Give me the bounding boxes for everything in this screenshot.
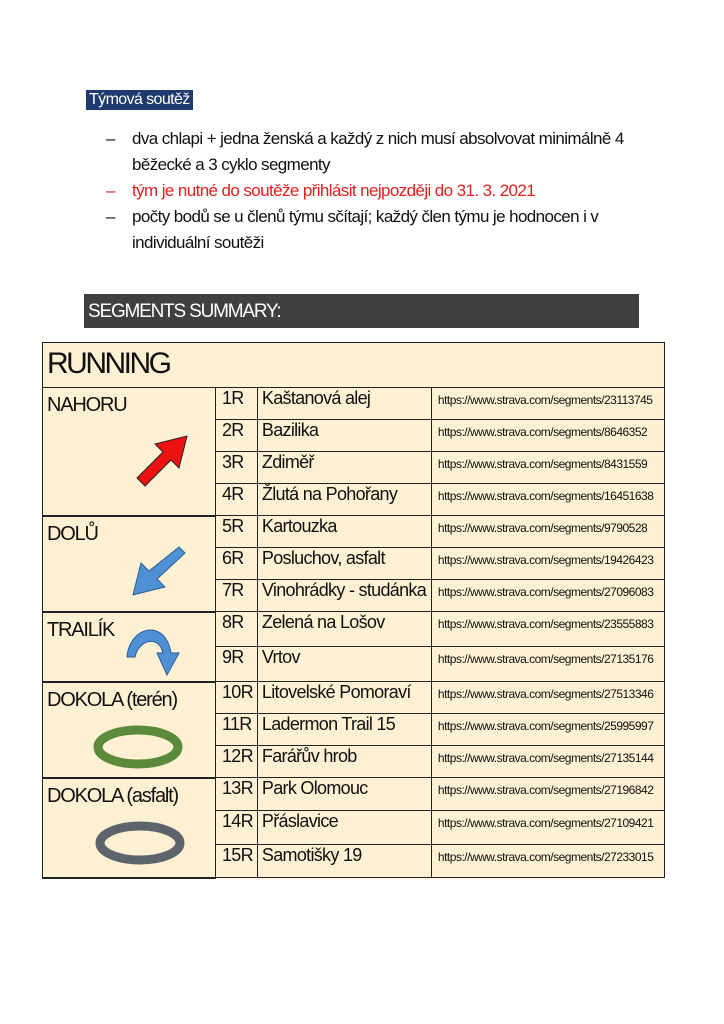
- segment-name: Vrtov: [257, 647, 431, 682]
- segment-name: Bazilika: [257, 420, 431, 452]
- segment-name: Přáslavice: [257, 811, 431, 844]
- segment-code: 11R: [216, 714, 258, 746]
- segment-name: Zelená na Lošov: [257, 612, 431, 647]
- segment-row: [43, 612, 665, 647]
- rule-text: tým je nutné do soutěže přihlásit nejpozději do 31. 3. 2021: [132, 181, 536, 200]
- segment-link[interactable]: https://www.strava.com/segments/23113745: [431, 388, 664, 420]
- rule-item: [106, 204, 666, 256]
- team-competition-title: Týmová soutěž: [86, 90, 193, 110]
- team-rules-list: [106, 126, 666, 256]
- segment-code: 1R: [216, 388, 258, 420]
- segment-code: 6R: [216, 548, 258, 580]
- category-cell: [43, 778, 216, 878]
- segment-row: [43, 516, 665, 548]
- category-cell: [43, 682, 216, 778]
- segment-name: Kartouzka: [257, 516, 431, 548]
- segment-link[interactable]: https://www.strava.com/segments/23555883: [431, 612, 664, 647]
- segment-link[interactable]: https://www.strava.com/segments/25995997: [431, 714, 664, 746]
- category-label: TRAILÍK: [47, 618, 115, 641]
- segment-link[interactable]: https://www.strava.com/segments/27135176: [431, 647, 664, 682]
- category-label: DOKOLA (terén): [47, 688, 177, 711]
- segment-link[interactable]: https://www.strava.com/segments/9790528: [431, 516, 664, 548]
- segment-row: [43, 778, 665, 811]
- rule-item: [106, 126, 666, 178]
- curved-arrow-icon: [123, 617, 187, 685]
- segment-link[interactable]: https://www.strava.com/segments/8646352: [431, 420, 664, 452]
- gray-ring-icon: [95, 821, 185, 871]
- segments-summary-heading: SEGMENTS SUMMARY:: [84, 294, 639, 328]
- segment-code: 3R: [216, 452, 258, 484]
- segment-code: 2R: [216, 420, 258, 452]
- segment-code: 10R: [216, 682, 258, 714]
- running-header: RUNNING: [43, 343, 665, 388]
- segment-name: Posluchov, asfalt: [257, 548, 431, 580]
- segments-table: [42, 342, 665, 879]
- category-label: DOLŮ: [47, 522, 98, 545]
- bullet-dash: –: [106, 207, 115, 226]
- segment-code: 12R: [216, 746, 258, 778]
- segment-name: Farářův hrob: [257, 746, 431, 778]
- segment-name: Litovelské Pomoraví: [257, 682, 431, 714]
- rule-text: dva chlapi + jedna ženská a každý z nich musí absolvovat minimálně 4 běžecké a 3 cyklo segmenty: [132, 129, 624, 174]
- category-label: DOKOLA (asfalt): [47, 784, 178, 807]
- segment-code: 4R: [216, 484, 258, 516]
- segment-name: Park Olomouc: [257, 778, 431, 811]
- segment-row: [43, 388, 665, 420]
- segment-row: [43, 682, 665, 714]
- category-label: NAHORU: [47, 394, 127, 416]
- bullet-dash: –: [106, 129, 115, 148]
- segment-link[interactable]: https://www.strava.com/segments/27513346: [431, 682, 664, 714]
- segment-link[interactable]: https://www.strava.com/segments/19426423: [431, 548, 664, 580]
- segment-link[interactable]: https://www.strava.com/segments/27196842: [431, 778, 664, 811]
- category-cell: [43, 516, 216, 612]
- red-up-arrow-icon: [129, 426, 199, 502]
- segment-name: Samotišky 19: [257, 844, 431, 877]
- segment-link[interactable]: https://www.strava.com/segments/27096083: [431, 580, 664, 612]
- segment-name: Kaštanová alej: [257, 388, 431, 420]
- segment-link[interactable]: https://www.strava.com/segments/8431559: [431, 452, 664, 484]
- segment-code: 7R: [216, 580, 258, 612]
- green-ring-icon: [93, 725, 183, 775]
- segment-link[interactable]: https://www.strava.com/segments/27135144: [431, 746, 664, 778]
- segment-name: Žlutá na Pohořany: [257, 484, 431, 516]
- segment-name: Zdiměř: [257, 452, 431, 484]
- bullet-dash: –: [106, 181, 115, 200]
- rule-text: počty bodů se u členů týmu sčítají; každý člen týmu je hodnocen i v individuální soutěži: [132, 207, 599, 252]
- blue-down-arrow-icon: [127, 541, 187, 607]
- segment-name: Ladermon Trail 15: [257, 714, 431, 746]
- category-cell: [43, 388, 216, 516]
- segment-link[interactable]: https://www.strava.com/segments/27109421: [431, 811, 664, 844]
- segment-link[interactable]: https://www.strava.com/segments/27233015: [431, 844, 664, 877]
- segment-code: 14R: [216, 811, 258, 844]
- segment-link[interactable]: https://www.strava.com/segments/16451638: [431, 484, 664, 516]
- segment-name: Vinohrádky - studánka: [257, 580, 431, 612]
- segment-code: 9R: [216, 647, 258, 682]
- segment-code: 5R: [216, 516, 258, 548]
- segment-code: 8R: [216, 612, 258, 647]
- segment-code: 15R: [216, 844, 258, 877]
- category-cell: [43, 612, 216, 682]
- segment-code: 13R: [216, 778, 258, 811]
- rule-item-deadline: [106, 178, 666, 204]
